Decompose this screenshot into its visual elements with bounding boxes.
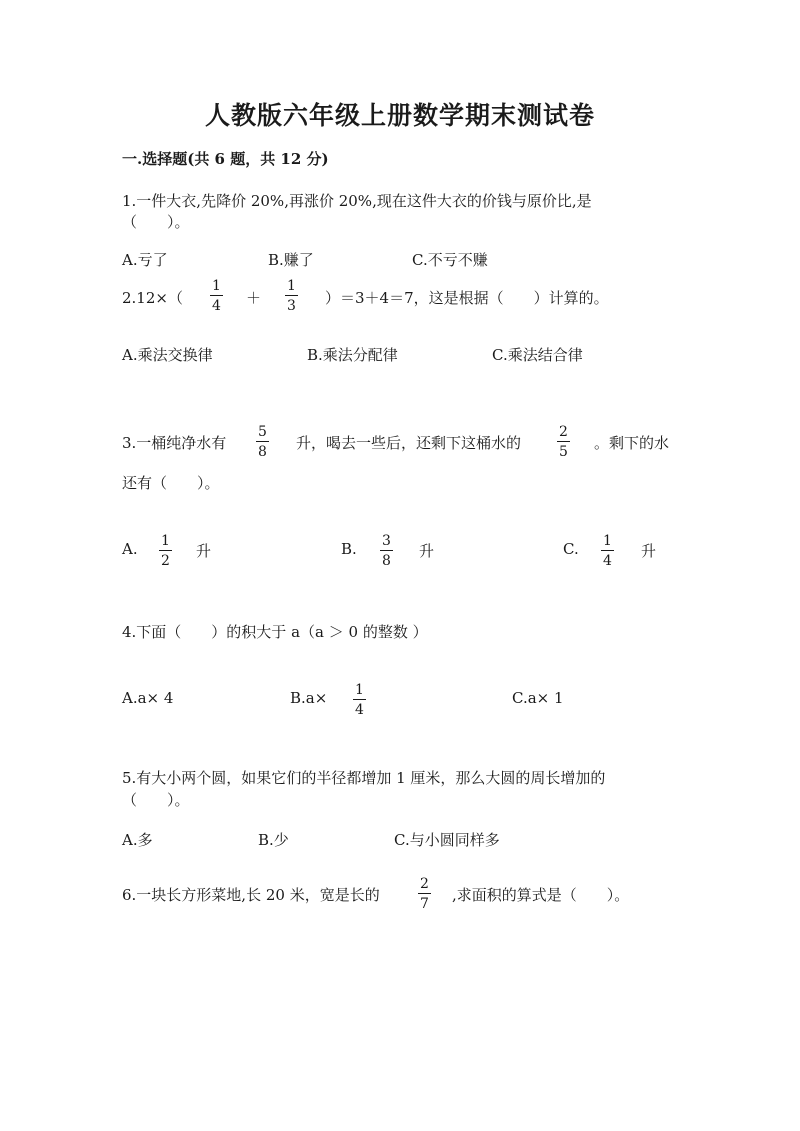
question-3-text-mid: 升，喝去一些后，还剩下这桶水的: [296, 434, 522, 452]
question-3-option-b-fraction: [380, 534, 393, 568]
question-3-text-end: 。剩下的水: [594, 434, 670, 452]
section-heading: 一.选择题(共 6 题，共 12 分): [122, 150, 329, 168]
question-5-text: 5.有大小两个圆，如果它们的半径都增加 1 厘米，那么大圆的周长增加的: [122, 769, 606, 787]
question-5-option-b: B.少: [258, 831, 289, 849]
question-2-text-end: ）＝3＋4＝7，这是根据（ ）计算的。: [325, 289, 609, 307]
question-4-option-a: A.a× 4: [122, 689, 174, 707]
question-6-text-end: ,求面积的算式是（ ）。: [452, 886, 630, 904]
question-4-option-b-fraction: [353, 683, 366, 717]
question-1-text: 1.一件大衣,先降价 20%,再涨价 20%,现在这件大衣的价钱与原价比,是: [122, 192, 592, 210]
question-3-option-a-fraction: [159, 534, 172, 568]
question-3-option-b: B.: [341, 540, 357, 558]
question-6-text-start: 6.一块长方形菜地,长 20 米，宽是长的: [122, 886, 380, 904]
question-2-plus: ＋: [246, 289, 262, 307]
question-3-option-c-unit: 升: [641, 542, 657, 560]
question-3-option-c-fraction: [601, 534, 614, 568]
question-2-fraction-1: [210, 279, 223, 313]
question-5-text-cont: （ ）。: [122, 791, 190, 809]
question-1-option-b: B.赚了: [268, 251, 314, 269]
fraction-denominator: 4: [212, 298, 221, 314]
question-2-option-a: A.乘法交换律: [122, 346, 213, 364]
fraction-denominator: 2: [161, 553, 170, 569]
page-title: 人教版六年级上册数学期末测试卷: [204, 101, 595, 130]
question-4-text: 4.下面（ ）的积大于 a（a ＞ 0 的整数 ）: [122, 623, 428, 641]
question-3-option-a: A.: [122, 540, 138, 558]
fraction-denominator: 8: [382, 553, 391, 569]
question-6-fraction: [418, 877, 431, 911]
fraction-numerator: 1: [603, 533, 612, 549]
question-4-option-c: C.a× 1: [512, 689, 564, 707]
fraction-denominator: 4: [603, 553, 612, 569]
fraction-numerator: 1: [287, 278, 296, 294]
question-5-option-a: A.多: [122, 831, 153, 849]
fraction-denominator: 4: [355, 702, 364, 718]
fraction-denominator: 5: [559, 444, 568, 460]
question-3-fraction-1: [256, 425, 269, 459]
fraction-numerator: 3: [382, 533, 391, 549]
question-2-fraction-2: [285, 279, 298, 313]
question-4-option-b: B.a×: [290, 689, 328, 707]
fraction-numerator: 2: [420, 876, 429, 892]
fraction-denominator: 7: [420, 896, 429, 912]
question-5-option-c: C.与小圆同样多: [394, 831, 500, 849]
question-3-option-a-unit: 升: [196, 542, 212, 560]
question-3-option-b-unit: 升: [419, 542, 435, 560]
fraction-numerator: 2: [559, 424, 568, 440]
question-3-text-cont: 还有（ ）。: [122, 474, 220, 492]
question-2-option-c: C.乘法结合律: [492, 346, 583, 364]
fraction-numerator: 5: [258, 424, 267, 440]
question-2-option-b: B.乘法分配律: [307, 346, 398, 364]
fraction-numerator: 1: [161, 533, 170, 549]
fraction-numerator: 1: [212, 278, 221, 294]
question-3-text-start: 3.一桶纯净水有: [122, 434, 227, 452]
question-1-text-cont: （ ）。: [122, 213, 190, 231]
question-1-option-c: C.不亏不赚: [412, 251, 488, 269]
fraction-denominator: 8: [258, 444, 267, 460]
question-3-fraction-2: [557, 425, 570, 459]
fraction-numerator: 1: [355, 682, 364, 698]
question-3-option-c: C.: [563, 540, 579, 558]
question-2-text-start: 2.12×（: [122, 289, 183, 307]
question-1-option-a: A.亏了: [122, 251, 168, 269]
fraction-denominator: 3: [287, 298, 296, 314]
